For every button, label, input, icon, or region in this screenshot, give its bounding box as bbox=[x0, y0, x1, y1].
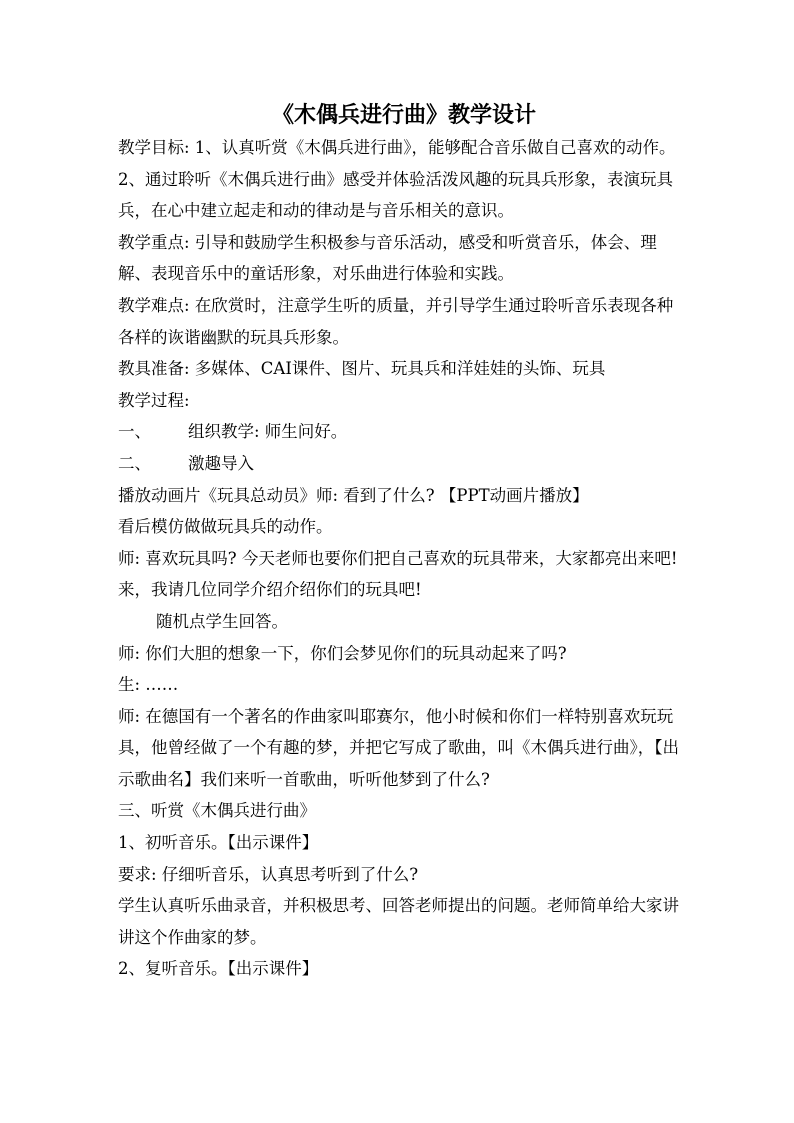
body-paragraph: 生: …… bbox=[118, 675, 179, 695]
body-paragraph: 师: 你们大胆的想象一下，你们会梦见你们的玩具动起来了吗? bbox=[118, 643, 567, 663]
body-paragraph: 播放动画片《玩具总动员》师: 看到了什么? 【PPT动画片播放】 bbox=[118, 485, 589, 505]
step-number: 一、 bbox=[118, 422, 151, 442]
body-paragraph: 2、复听音乐。【出示课件】 bbox=[118, 959, 319, 979]
body-paragraph: 看后模仿做做玩具兵的动作。 bbox=[118, 517, 333, 537]
key-points-paragraph: 教学重点: 引导和鼓励学生积极参与音乐活动，感受和听赏音乐，体会、理解、表现音乐中的童话形象，对乐曲进行体验和实践。 bbox=[118, 232, 657, 284]
step-item bbox=[118, 416, 682, 448]
teaching-goal-2-paragraph: 2、通过聆听《木偶兵进行曲》感受并体验活泼风趣的玩具兵形象，表演玩具兵，在心中建立起走和动的律动是与音乐相关的意识。 bbox=[118, 169, 673, 221]
section-heading: 三、听赏《木偶兵进行曲》 bbox=[118, 801, 316, 821]
step-number: 二、 bbox=[118, 453, 151, 473]
process-heading: 教学过程: bbox=[118, 390, 190, 410]
body-paragraph: 要求: 仔细听音乐，认真思考听到了什么? bbox=[118, 864, 419, 884]
body-paragraph: 学生认真听乐曲录音，并积极思考、回答老师提出的问题。老师简单给大家讲讲这个作曲家的梦。 bbox=[118, 896, 679, 947]
materials-paragraph: 教具准备: 多媒体、CAI课件、图片、玩具兵和洋娃娃的头饰、玩具 bbox=[118, 359, 606, 379]
difficulties-paragraph: 教学难点: 在欣赏时，注意学生听的质量，并引导学生通过聆听音乐表现各种各样的诙谐幽默的玩具兵形象。 bbox=[118, 295, 674, 347]
body-paragraph: 1、初听音乐。【出示课件】 bbox=[118, 833, 319, 853]
body-paragraph: 师: 在德国有一个著名的作曲家叫耶赛尔，他小时候和你们一样特别喜欢玩玩具，他曾经做了一个有趣的梦，并把它写成了歌曲，叫《木偶兵进行曲》，【出示歌曲名】我们来听一首歌曲，听听他梦到了什么? bbox=[118, 706, 679, 789]
indented-paragraph: 随机点学生回答。 bbox=[156, 611, 288, 631]
step-text: 激趣导入 bbox=[188, 453, 254, 473]
page-title: 《木偶兵进行曲》教学设计 bbox=[271, 102, 536, 128]
teaching-goal-paragraph: 教学目标: 1、认真听赏《木偶兵进行曲》，能够配合音乐做自己喜欢的动作。 bbox=[118, 138, 676, 157]
step-item bbox=[118, 448, 682, 480]
step-text: 组织教学: 师生问好。 bbox=[188, 422, 348, 442]
body-paragraph: 师: 喜欢玩具吗? 今天老师也要你们把自己喜欢的玩具带来，大家都亮出来吧! 来，我请几位同学介绍介绍你们的玩具吧! bbox=[118, 548, 678, 600]
